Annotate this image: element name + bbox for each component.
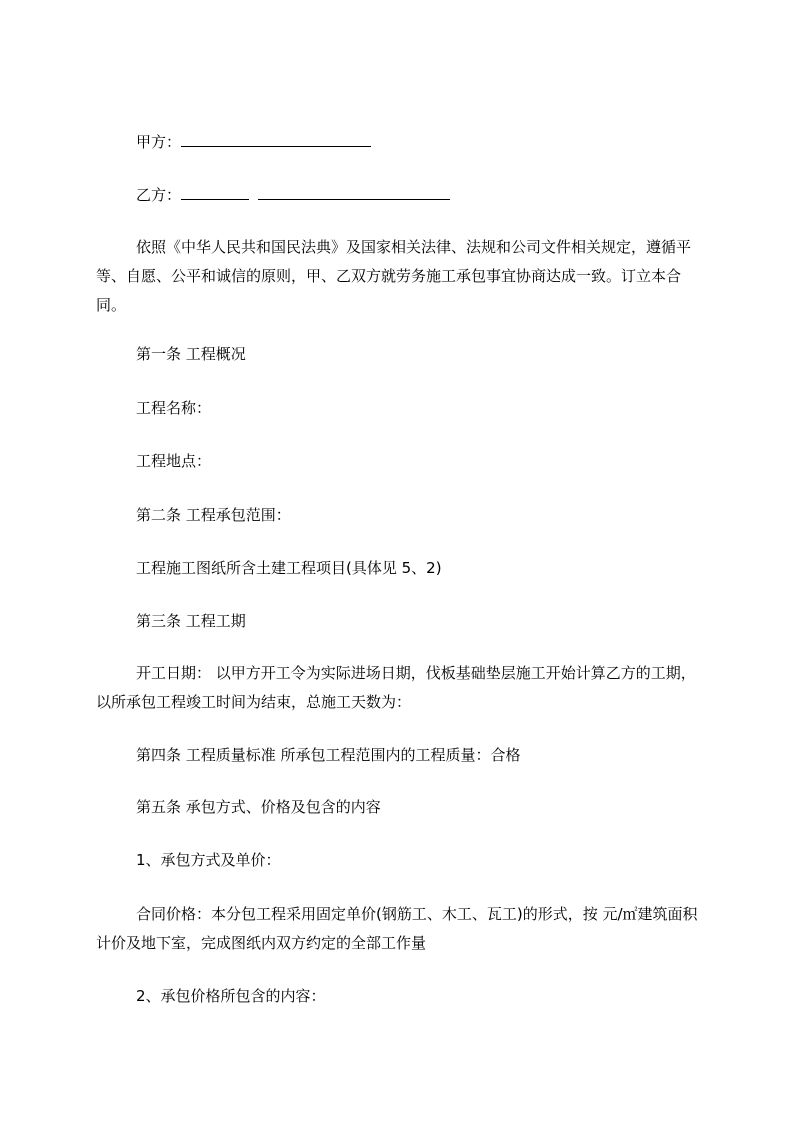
party-a-label: 甲方： [136, 133, 182, 151]
intro-paragraph: 依照《中华人民共和国民法典》及国家相关法律、法规和公司文件相关规定，遵循平等、自愿、公平和诚信的原则，甲、乙双方就劳务施工承包事宜协商达成一致。订立本合同。 [96, 238, 692, 314]
party-b-line [136, 184, 450, 205]
party-b-label: 乙方： [136, 186, 182, 204]
project-location: 工程地点： [136, 452, 212, 470]
article3-content: 开工日期： 以甲方开工令为实际进场日期，伐板基础垫层施工开始计算乙方的工期，以所承包工程竣工时间为结束，总施工天数为： [96, 664, 696, 711]
article5-item1: 1、承包方式及单价： [136, 851, 281, 869]
article2-content: 工程施工图纸所含土建工程项目(具体见 5、2) [136, 559, 442, 577]
party-a-line [136, 131, 371, 152]
article3-title: 第三条 工程工期 [136, 612, 246, 630]
article1-title: 第一条 工程概况 [136, 345, 246, 363]
project-name: 工程名称： [136, 399, 212, 417]
party-b-blank-1 [181, 184, 249, 200]
article4-title: 第四条 工程质量标准 所承包工程范围内的工程质量：合格 [136, 746, 521, 764]
contract-price-paragraph: 合同价格：本分包工程采用固定单价(钢筋工、木工、瓦工)的形式，按 元/㎡建筑面积计价及地下室，完成图纸内双方约定的全部工作量 [96, 905, 698, 952]
article2-title: 第二条 工程承包范围： [136, 506, 291, 524]
article5-item2: 2、承包价格所包含的内容： [136, 987, 326, 1005]
article5-title: 第五条 承包方式、价格及包含的内容 [136, 798, 381, 816]
party-b-blank-2 [258, 184, 450, 200]
party-a-blank [181, 131, 371, 147]
